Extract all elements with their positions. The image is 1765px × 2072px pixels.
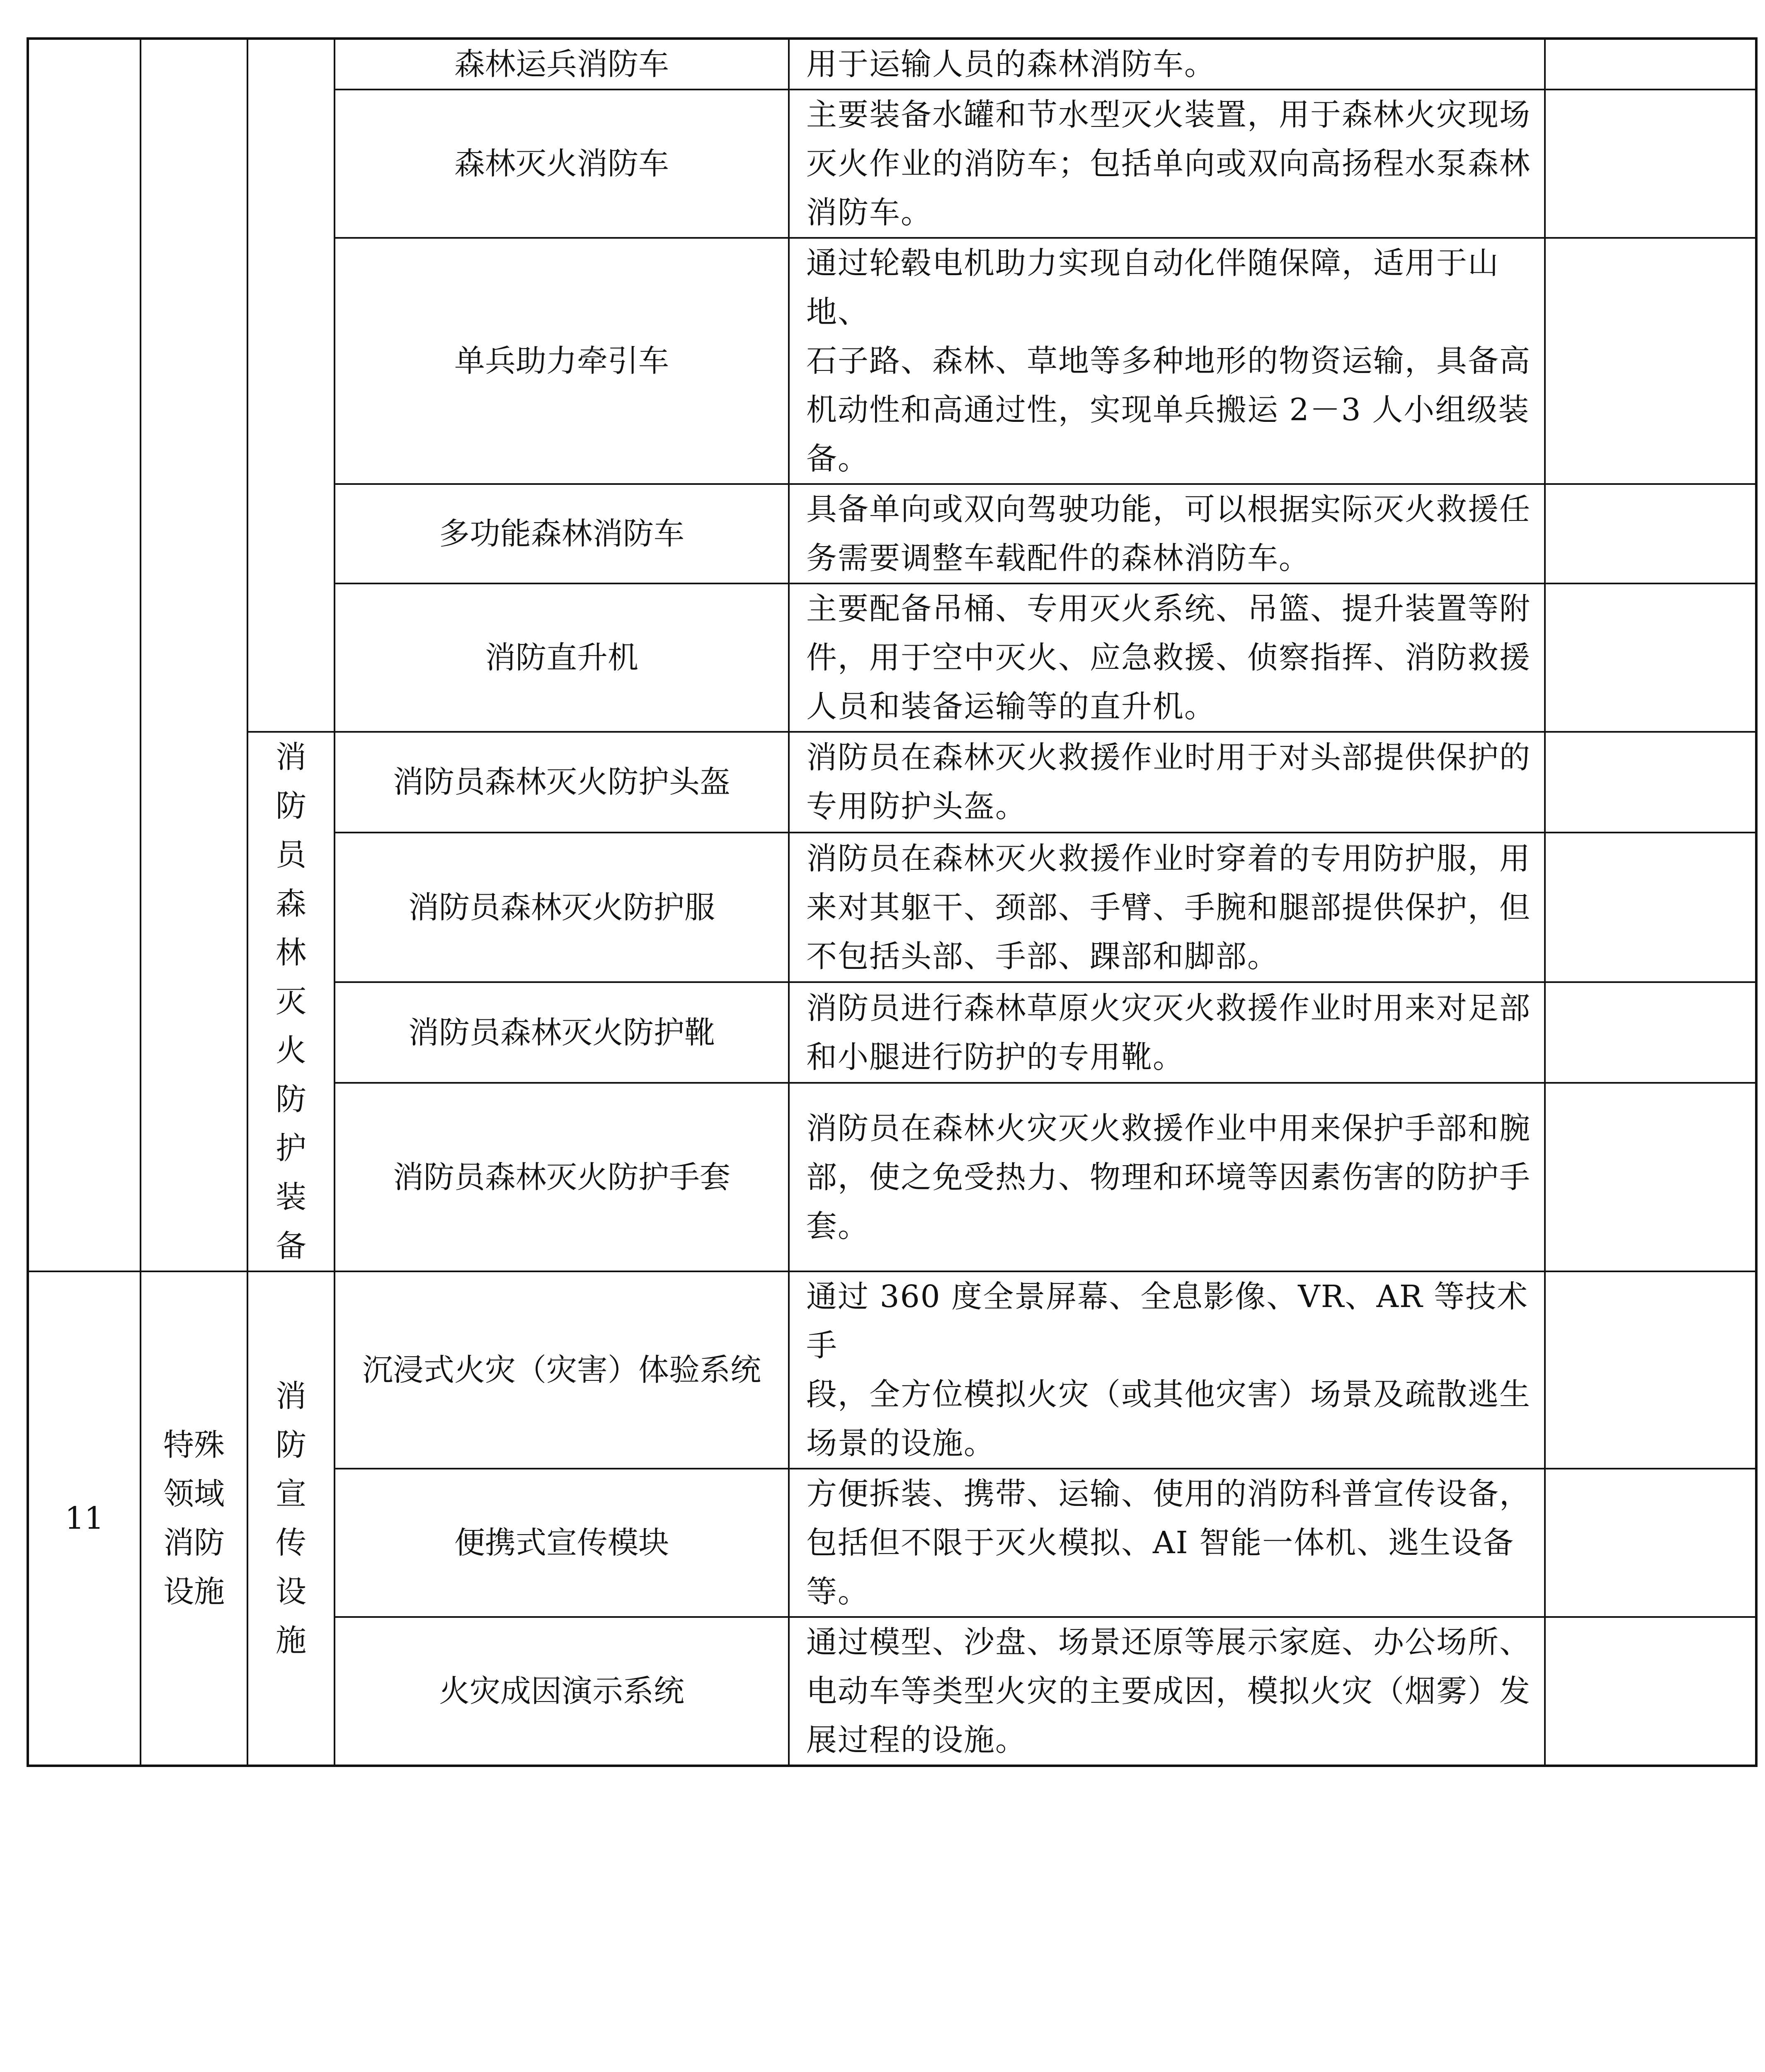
table-row	[28, 1271, 1756, 1469]
description-line: 方便拆装、携带、运输、使用的消防科普宣传设备，	[806, 1476, 1531, 1512]
group-char: 消	[276, 1378, 306, 1414]
item-description	[789, 583, 1545, 732]
group-char: 林	[276, 935, 306, 971]
description-line: 机动性和高通过性，实现单兵搬运 2－3 人小组级装	[806, 392, 1530, 428]
group-char: 宣	[276, 1476, 306, 1512]
group-char: 设	[276, 1574, 306, 1610]
group-promotion-facilities	[247, 1271, 335, 1766]
remark-cell	[1545, 484, 1756, 583]
item-name: 多功能森林消防车	[335, 484, 789, 583]
group-char: 备	[276, 1228, 306, 1264]
item-name: 消防员森林灭火防护服	[335, 833, 789, 983]
item-name: 火灾成因演示系统	[335, 1617, 789, 1766]
category-name-line: 特殊	[163, 1427, 225, 1463]
description-line: 灭火作业的消防车；包括单向或双向高扬程水泵森林	[806, 146, 1531, 182]
group-protective-equipment	[247, 732, 335, 1271]
item-description	[789, 982, 1545, 1083]
remark-cell	[1545, 982, 1756, 1083]
item-name: 消防员森林灭火防护手套	[335, 1083, 789, 1271]
group-char: 传	[276, 1525, 306, 1561]
group-char: 火	[276, 1033, 306, 1068]
description-line: 通过轮毂电机助力实现自动化伴随保障，适用于山地、	[806, 245, 1499, 330]
item-description	[789, 484, 1545, 583]
group-char: 员	[276, 837, 306, 873]
description-line: 套。	[806, 1208, 869, 1244]
description-line: 部，使之免受热力、物理和环境等因素伤害的防护手	[806, 1159, 1531, 1195]
item-name: 沉浸式火灾（灾害）体验系统	[335, 1271, 789, 1469]
item-description	[789, 90, 1545, 238]
description-line: 和小腿进行防护的专用靴。	[806, 1039, 1184, 1075]
remark-cell	[1545, 39, 1756, 90]
item-description	[789, 833, 1545, 983]
remark-cell	[1545, 1469, 1756, 1617]
description-line: 具备单向或双向驾驶功能，可以根据实际灭火救援任	[806, 491, 1531, 527]
item-name: 消防直升机	[335, 583, 789, 732]
group-char: 灭	[276, 984, 306, 1019]
description-line: 来对其躯干、颈部、手臂、手腕和腿部提供保护，但	[806, 889, 1531, 925]
description-line: 主要装备水罐和节水型灭火装置，用于森林火灾现场	[806, 97, 1531, 133]
category-name-cell-empty	[141, 39, 247, 1271]
description-line: 展过程的设施。	[806, 1722, 1027, 1758]
equipment-table	[27, 37, 1758, 1767]
description-line: 务需要调整车载配件的森林消防车。	[806, 540, 1310, 576]
remark-cell	[1545, 1617, 1756, 1766]
item-description	[789, 1271, 1545, 1469]
item-description	[789, 1617, 1545, 1766]
item-description	[789, 238, 1545, 484]
description-line: 通过模型、沙盘、场景还原等展示家庭、办公场所、	[806, 1624, 1531, 1660]
item-name: 消防员森林灭火防护靴	[335, 982, 789, 1083]
remark-cell	[1545, 732, 1756, 833]
item-name: 森林灭火消防车	[335, 90, 789, 238]
remark-cell	[1545, 833, 1756, 983]
item-description	[789, 1083, 1545, 1271]
category-number-cell-empty	[28, 39, 141, 1271]
group-cell-empty	[247, 39, 335, 732]
table-row	[28, 732, 1756, 833]
group-char: 防	[276, 1427, 306, 1463]
item-name: 单兵助力牵引车	[335, 238, 789, 484]
description-line: 段，全方位模拟火灾（或其他灾害）场景及疏散逃生	[806, 1377, 1531, 1412]
description-line: 人员和装备运输等的直升机。	[806, 689, 1216, 724]
group-char: 消	[276, 739, 306, 775]
remark-cell	[1545, 238, 1756, 484]
description-line: 主要配备吊桶、专用灭火系统、吊篮、提升装置等附	[806, 591, 1531, 627]
category-name-line: 设施	[163, 1574, 225, 1610]
item-name: 消防员森林灭火防护头盔	[335, 732, 789, 833]
description-line: 消防员进行森林草原火灾灭火救援作业时用来对足部	[806, 990, 1531, 1026]
description-line: 通过 360 度全景屏幕、全息影像、VR、AR 等技术手	[806, 1279, 1529, 1363]
item-name: 森林运兵消防车	[335, 39, 789, 90]
remark-cell	[1545, 1083, 1756, 1271]
category-name-line: 领域	[163, 1476, 225, 1512]
description-line: 件，用于空中灭火、应急救援、侦察指挥、消防救援	[806, 640, 1531, 675]
description-line: 消防员在森林火灾灭火救援作业中用来保护手部和腕	[806, 1110, 1531, 1146]
item-description	[789, 39, 1545, 90]
description-line: 石子路、森林、草地等多种地形的物资运输，具备高	[806, 343, 1531, 379]
category-number: 11	[28, 1271, 141, 1766]
category-name-line: 消防	[163, 1525, 225, 1561]
remark-cell	[1545, 1271, 1756, 1469]
group-char: 防	[276, 1082, 306, 1117]
description-line: 不包括头部、手部、踝部和脚部。	[806, 938, 1279, 974]
group-char: 护	[276, 1130, 306, 1166]
description-line: 消防车。	[806, 195, 932, 230]
remark-cell	[1545, 583, 1756, 732]
item-name: 便携式宣传模块	[335, 1469, 789, 1617]
table-row	[28, 39, 1756, 90]
description-line: 场景的设施。	[806, 1426, 995, 1461]
category-name	[141, 1271, 247, 1766]
item-description	[789, 1469, 1545, 1617]
item-description	[789, 732, 1545, 833]
group-char: 防	[276, 788, 306, 824]
description-line: 消防员在森林灭火救援作业时穿着的专用防护服，用	[806, 840, 1531, 876]
description-line: 电动车等类型火灾的主要成因，模拟火灾（烟雾）发	[806, 1673, 1531, 1709]
description-line: 备。	[806, 441, 869, 477]
description-line: 包括但不限于灭火模拟、AI 智能一体机、逃生设备等。	[806, 1525, 1515, 1610]
description-line: 用于运输人员的森林消防车。	[806, 46, 1216, 82]
description-line: 消防员在森林灭火救援作业时用于对头部提供保护的	[806, 740, 1531, 776]
group-char: 施	[276, 1623, 306, 1658]
remark-cell	[1545, 90, 1756, 238]
group-char: 装	[276, 1179, 306, 1215]
description-line: 专用防护头盔。	[806, 789, 1027, 825]
group-char: 森	[276, 886, 306, 922]
